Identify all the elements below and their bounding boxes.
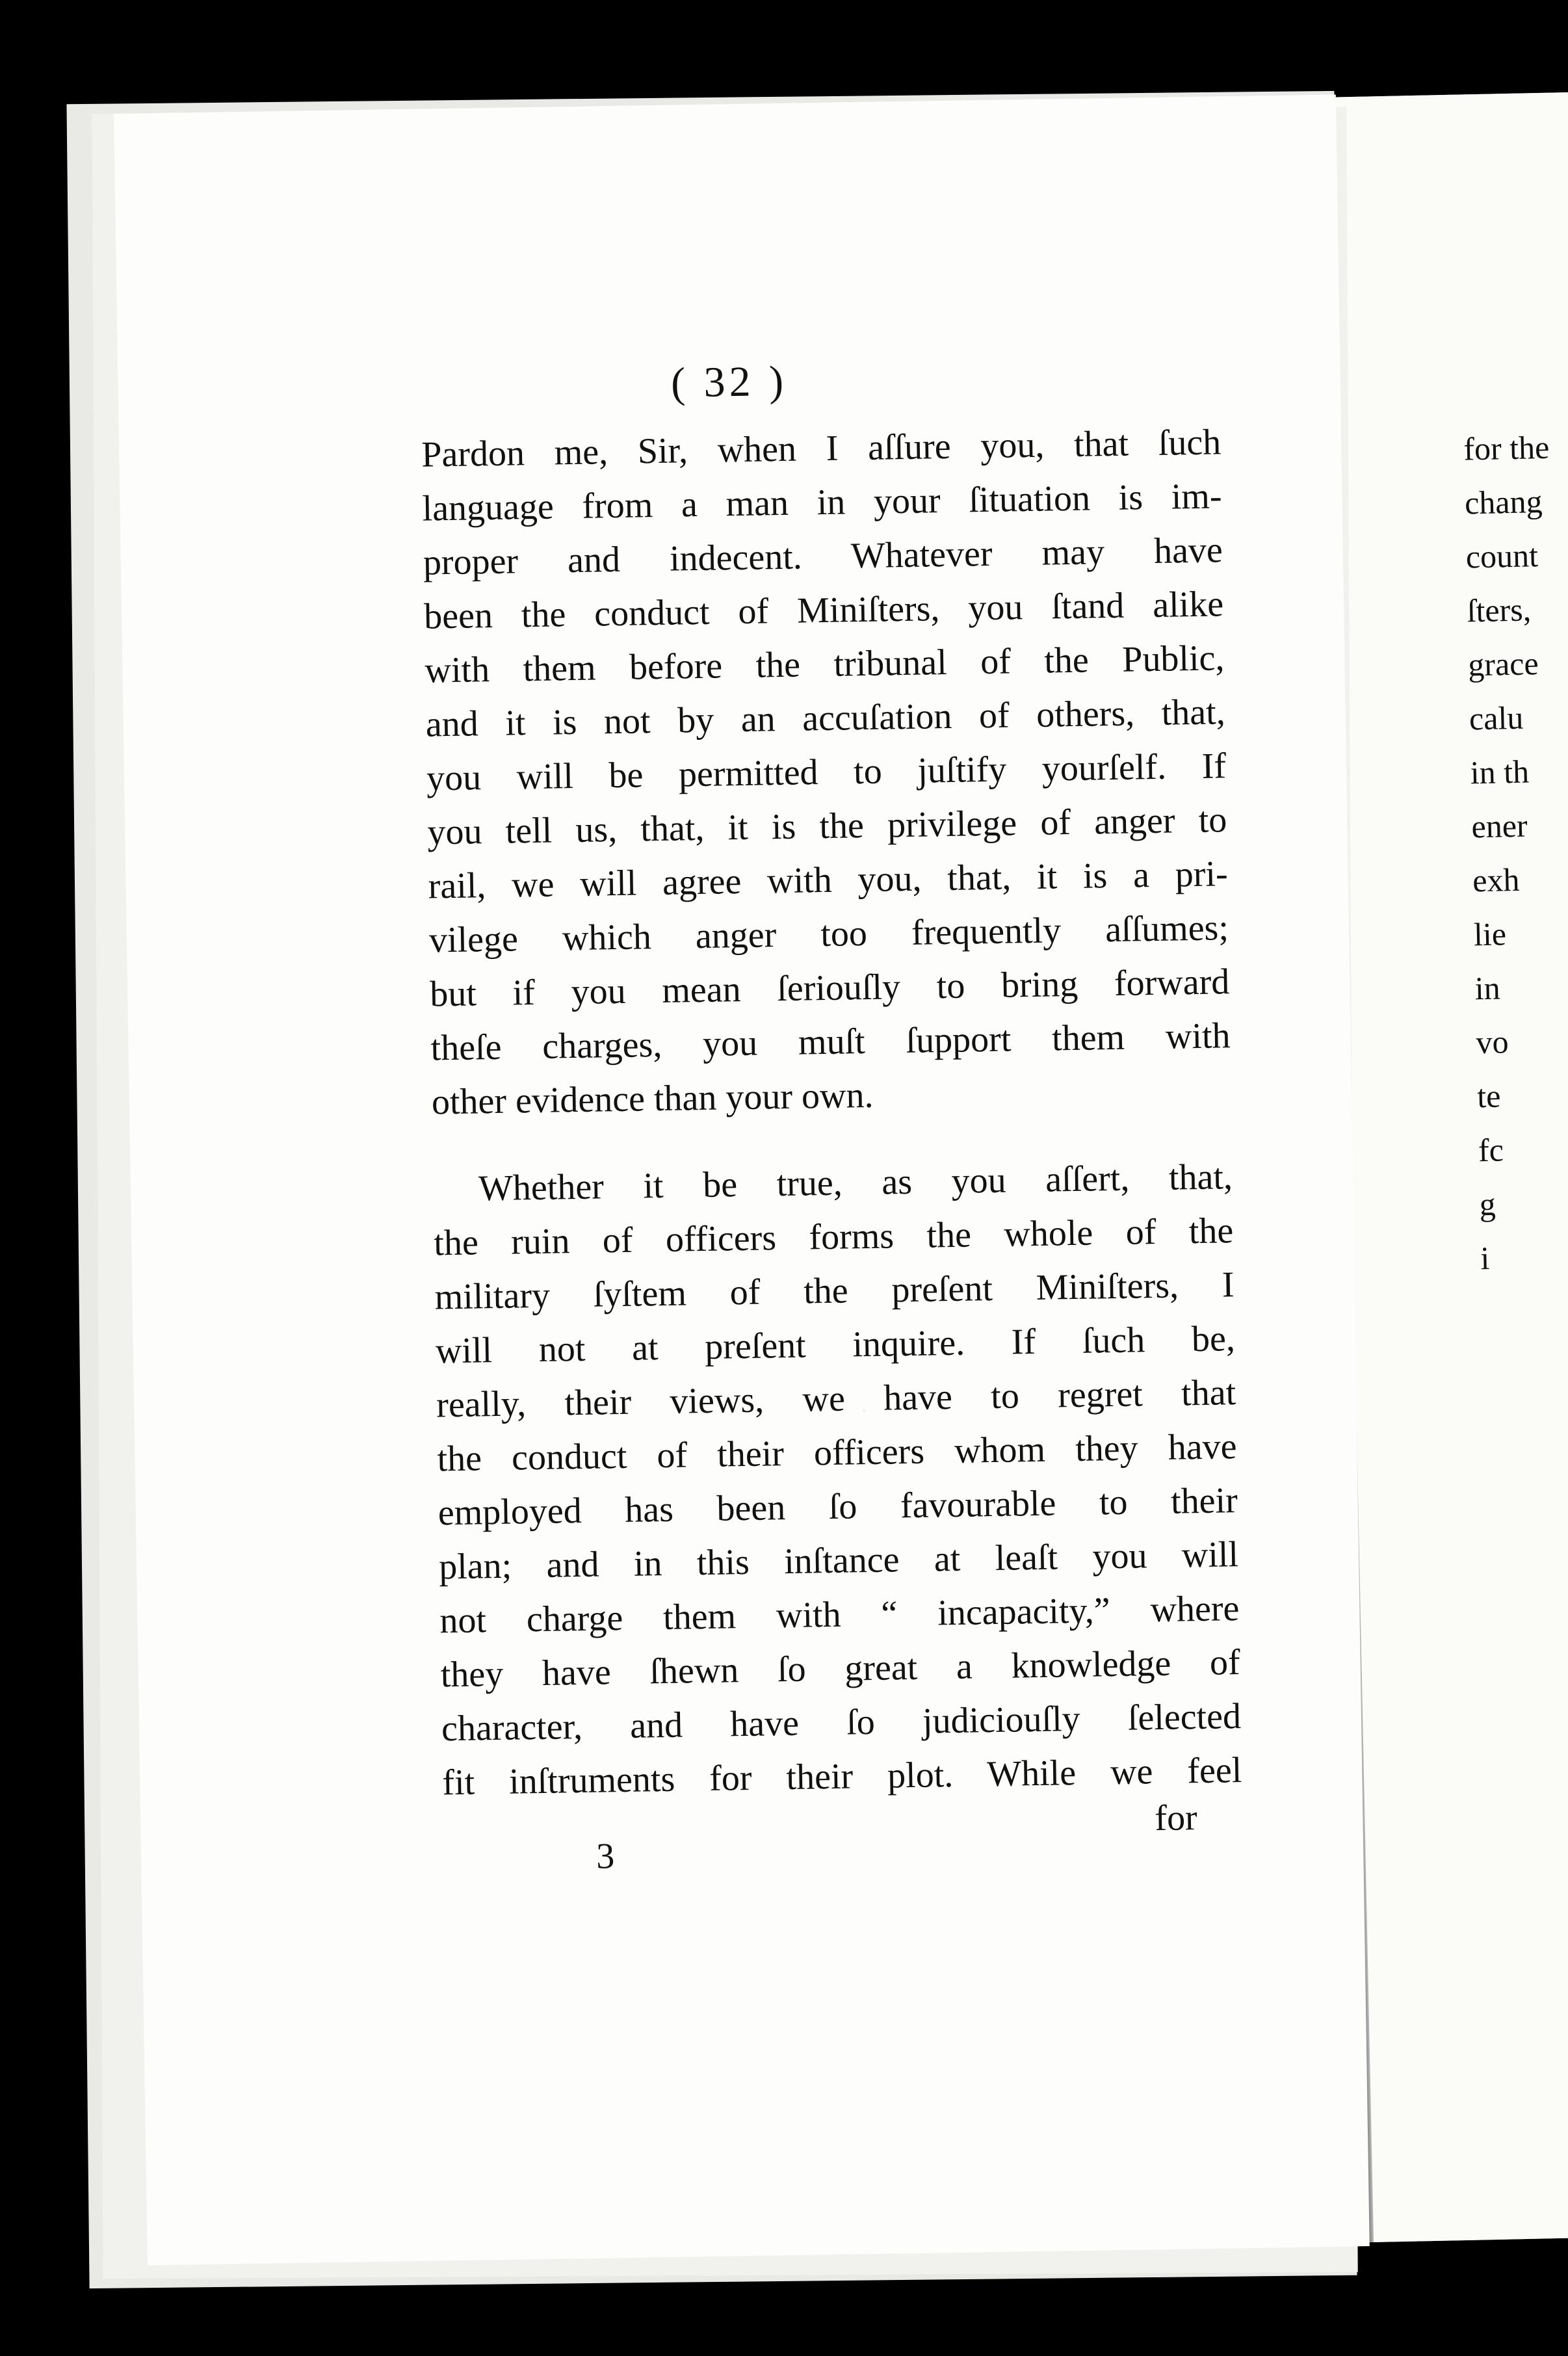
text-line: other evidence than your own. (431, 1075, 874, 1123)
facing-line: lie (1473, 915, 1507, 953)
facing-line: ener (1470, 807, 1528, 845)
page-number-header: ( 32 ) (670, 357, 788, 407)
text-line: with them before the tribunal of the Public, (425, 638, 1225, 691)
facing-line: ſters, (1466, 591, 1532, 629)
text-line: theſe charges, you muſt ſupport them with (430, 1015, 1231, 1069)
facing-line: chang (1464, 482, 1543, 521)
facing-line: for the (1463, 428, 1550, 467)
text-line: really, their views, we have to regret that (436, 1372, 1236, 1426)
text-line: will not at preſent inquire. If ſuch be, (435, 1318, 1236, 1372)
text-line: they have ſhewn ſo great a knowledge of (440, 1642, 1241, 1695)
facing-line: count (1465, 537, 1539, 575)
text-line: Whether it be true, as you aſſert, that, (478, 1157, 1233, 1209)
text-line: you tell us, that, it is the privilege of anger to (426, 800, 1227, 853)
catchword: for (1154, 1798, 1198, 1839)
paragraph-2 (433, 1156, 1242, 1816)
facing-line: in th (1470, 753, 1530, 791)
facing-line: fc (1478, 1131, 1504, 1169)
text-line: you will be permitted to juſtify yourſelf. If (426, 746, 1227, 799)
facing-line: g (1479, 1185, 1496, 1223)
text-line: but if you mean ſeriouſly to bring forward (429, 962, 1230, 1015)
facing-line: in (1474, 969, 1501, 1007)
facing-line: te (1476, 1077, 1501, 1115)
text-line: proper and indecent. Whatever may have (423, 530, 1223, 583)
text-line: been the conduct of Miniſters, you ſtand alike (423, 584, 1224, 637)
text-line: the conduct of their officers whom they have (437, 1426, 1237, 1480)
paragraph-1 (421, 421, 1232, 1135)
text-line: not charge them with “ incapacity,” where (439, 1588, 1240, 1642)
facing-line: vo (1475, 1023, 1509, 1061)
book-page (114, 94, 1370, 2265)
signature-mark: 3 (595, 1836, 615, 1877)
text-line: plan; and in this inſtance at leaſt you will (438, 1534, 1239, 1588)
facing-line: calu (1469, 699, 1524, 737)
text-line: language from a man in your ſituation is im- (422, 476, 1222, 529)
text-line: military ſyſtem of the preſent Miniſters, I (434, 1264, 1235, 1318)
text-line: character, and have ſo judiciouſly ſelected (441, 1696, 1242, 1749)
text-line: employed has been ſo favourable to their (438, 1480, 1238, 1534)
text-line: the ruin of officers forms the whole of the (433, 1211, 1234, 1264)
facing-line: i (1480, 1239, 1490, 1277)
text-line: and it is not by an accuſation of others, that, (425, 692, 1226, 745)
text-line: fit inſtruments for their plot. While we feel (441, 1750, 1242, 1803)
text-line: Pardon me, Sir, when I aſſure you, that ſuch (421, 422, 1222, 475)
text-line: rail, we will agree with you, that, it is a pri- (428, 854, 1229, 907)
text-line: vilege which anger too frequently aſſumes; (428, 908, 1229, 961)
facing-page-text (1463, 428, 1567, 1296)
facing-line: grace (1467, 645, 1539, 683)
facing-line: exh (1472, 861, 1521, 899)
